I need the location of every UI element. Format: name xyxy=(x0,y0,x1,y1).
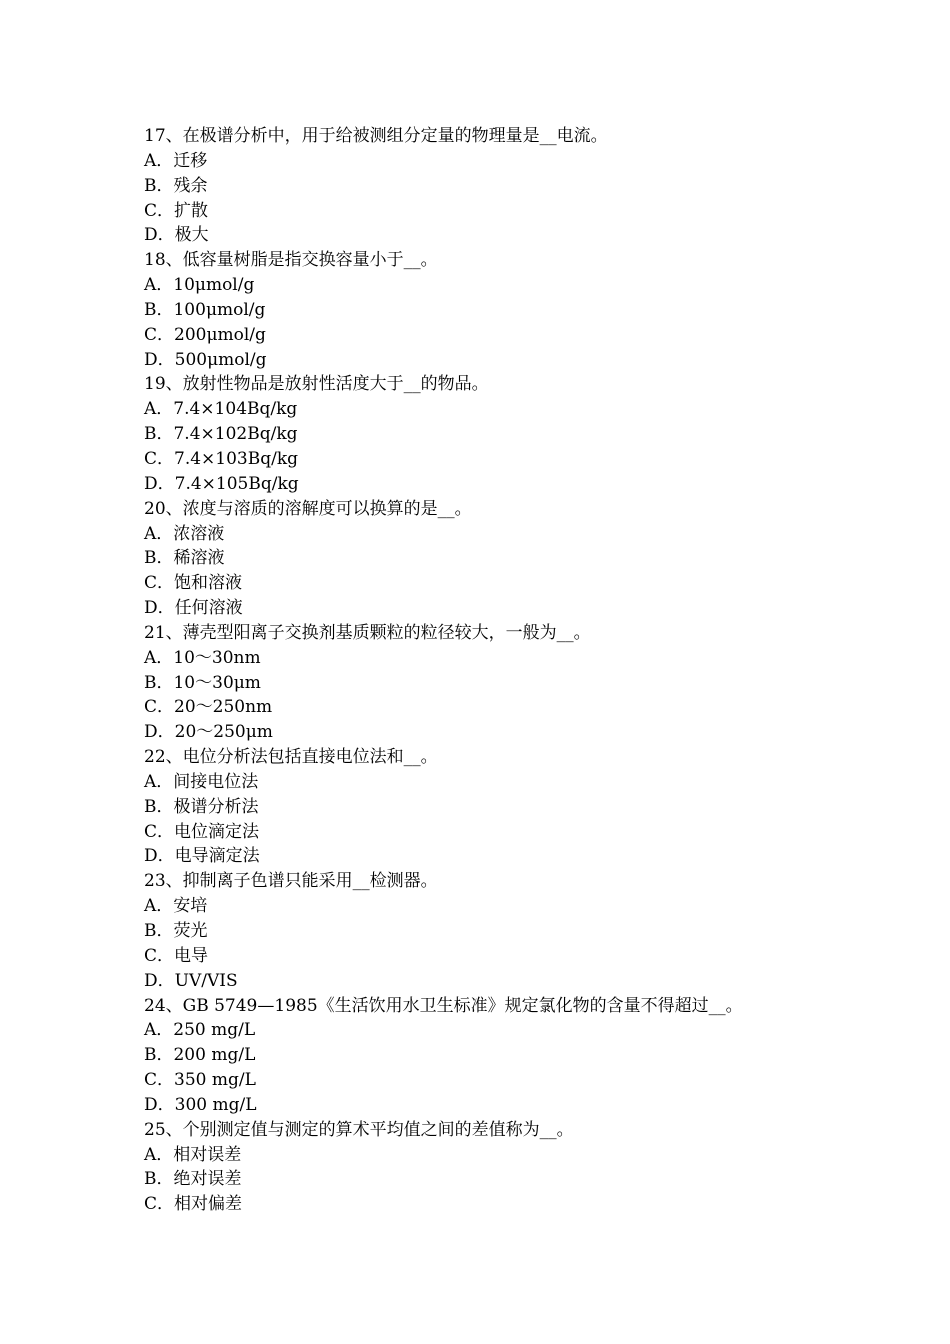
option-a: A．10～30nm xyxy=(144,647,261,668)
question-24 xyxy=(144,994,884,1118)
option-c: C．电位滴定法 xyxy=(144,821,260,842)
question-stem: 17、在极谱分析中，用于给被测组分定量的物理量是__电流。 xyxy=(144,126,608,146)
question-20 xyxy=(144,497,884,621)
question-17 xyxy=(144,124,884,248)
option-d: D．任何溶液 xyxy=(144,598,243,619)
option-b: B．200 mg/L xyxy=(144,1045,256,1066)
question-stem: 18、低容量树脂是指交换容量小于__。 xyxy=(144,250,438,271)
option-d: D．500μmol/g xyxy=(144,349,267,370)
option-c: C．200μmol/g xyxy=(144,324,266,345)
question-stem: 23、抑制离子色谱只能采用__检测器。 xyxy=(144,871,438,892)
question-21 xyxy=(144,621,884,745)
option-a: A．250 mg/L xyxy=(144,1020,256,1041)
option-d: D．7.4×105Bq/kg xyxy=(144,473,299,494)
option-b: B．绝对误差 xyxy=(144,1169,242,1190)
option-c: C．相对偏差 xyxy=(144,1194,243,1215)
question-list xyxy=(144,124,884,1217)
option-a: A．10μmol/g xyxy=(144,275,255,296)
question-22 xyxy=(144,745,884,869)
option-b: B．荧光 xyxy=(144,921,208,941)
question-stem: 21、薄壳型阳离子交换剂基质颗粒的粒径较大，一般为__。 xyxy=(144,622,591,643)
question-25 xyxy=(144,1118,884,1217)
option-b: B．极谱分析法 xyxy=(144,796,259,817)
question-19 xyxy=(144,372,884,496)
option-c: C．7.4×103Bq/kg xyxy=(144,448,299,469)
option-d: D．20～250μm xyxy=(144,722,273,743)
option-c: C．饱和溶液 xyxy=(144,573,243,594)
option-b: B．残余 xyxy=(144,175,208,196)
question-stem: 25、个别测定值与测定的算术平均值之间的差值称为__。 xyxy=(144,1119,574,1140)
option-b: B．10～30μm xyxy=(144,672,261,693)
option-b: B．稀溶液 xyxy=(144,548,225,569)
option-b: B．100μmol/g xyxy=(144,299,266,320)
option-a: A．相对误差 xyxy=(144,1144,242,1165)
option-a: A．间接电位法 xyxy=(144,771,259,792)
option-c: C．电导 xyxy=(144,945,209,966)
option-c: C．20～250nm xyxy=(144,697,273,718)
option-a: A．安培 xyxy=(144,896,208,917)
question-18 xyxy=(144,248,884,372)
question-stem: 22、电位分析法包括直接电位法和__。 xyxy=(144,747,438,768)
option-c: C．350 mg/L xyxy=(144,1070,256,1091)
question-23 xyxy=(144,869,884,993)
option-c: C．扩散 xyxy=(144,200,209,221)
option-d: D．UV/VIS xyxy=(144,970,238,991)
option-d: D．300 mg/L xyxy=(144,1094,257,1115)
option-a: A．7.4×104Bq/kg xyxy=(144,399,298,420)
option-a: A．迁移 xyxy=(144,150,208,171)
option-a: A．浓溶液 xyxy=(144,523,225,544)
option-d: D．电导滴定法 xyxy=(144,846,260,867)
option-b: B．7.4×102Bq/kg xyxy=(144,424,298,445)
question-stem: 24、GB 5749—1985《生活饮用水卫生标准》规定氯化物的含量不得超过__。 xyxy=(144,995,743,1016)
question-stem: 20、浓度与溶质的溶解度可以换算的是__。 xyxy=(144,498,472,519)
option-d: D．极大 xyxy=(144,225,209,246)
question-stem: 19、放射性物品是放射性活度大于__的物品。 xyxy=(144,374,489,395)
